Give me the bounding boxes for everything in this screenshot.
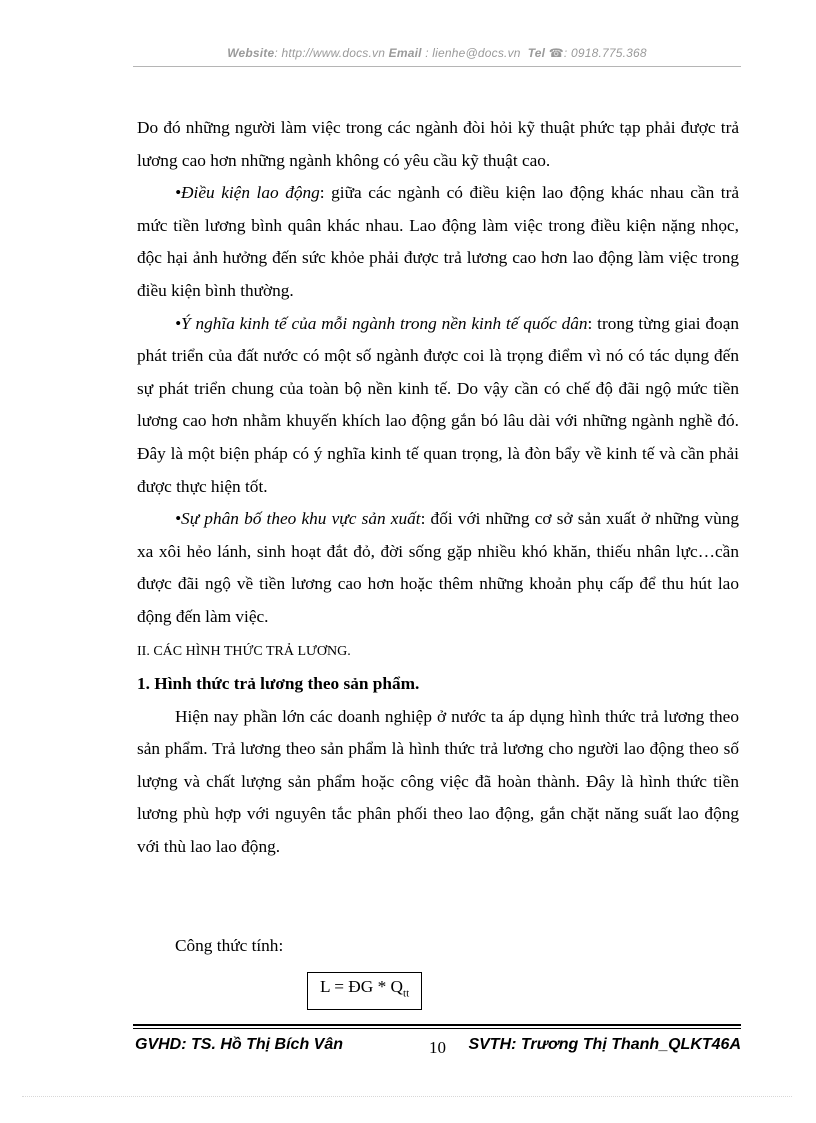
paragraph-4-text: : đối với những cơ sở sản xuất ở những vùng xa xôi hẻo lánh, sinh hoạt đắt đỏ, đời sống gặp nhiều khó khăn, thiếu nhân lực…cần được đãi ngộ về tiền lương cao hơn hoặc thêm những khoản phụ cấp để thu hút lao động đến làm việc. [137,509,739,626]
student-name: SVTH: Trương Thị Thanh_QLKT46A [468,1036,741,1053]
formula-box [307,972,422,1010]
advisor-name: GVHD: TS. Hồ Thị Bích Vân [135,1036,344,1053]
paragraph-2 [137,177,739,307]
tel-label: Tel [527,46,546,60]
formula-main: L = ĐG * Q [320,977,404,996]
footer-divider-thin [133,1028,741,1029]
page-footer [133,1036,741,1060]
paragraph-5: Hiện nay phần lớn các doanh nghiệp ở nước ta áp dụng hình thức trả lương theo sản phẩm. Trả lương theo sản phẩm là hình thức trả lương cho người lao động theo số lượng và chất lượng sản phẩm hoặc công việc đã hoàn thành. Đây là hình thức tiền lương phù hợp với nguyên tắc phân phối theo lao động, gắn chặt năng suất lao động với thù lao lao động. [137,706,739,857]
formula-subscript: tt [403,987,410,1000]
footer-divider-thick [133,1024,741,1026]
page-header [133,46,741,60]
paragraph-3-lead: •Ý nghĩa kinh tế của mỗi ngành trong nền kinh tế quốc dân [175,313,588,333]
website-label: Website [227,46,275,60]
paragraph-3 [137,308,739,504]
paragraph-2-lead: •Điều kiện lao động [175,183,320,203]
tel-value: ☎: 0918.775.368 [548,46,647,60]
page-number: 10 [429,1038,446,1057]
subsection-heading: 1. Hình thức trả lương theo sản phẩm. [137,674,420,694]
email-value: : lienhe@docs.vn [421,46,521,60]
spacer [137,864,739,930]
formula-label: Công thức tính: [175,935,284,955]
section-heading: II. CÁC HÌNH THỨC TRẢ LƯƠNG. [137,643,351,659]
bottom-dotted-line [22,1096,792,1097]
header-divider [133,66,741,67]
email-label: Email [388,46,422,60]
paragraph-1: Do đó những người làm việc trong các ngành đòi hỏi kỹ thuật phức tạp phải được trả lương cao hơn những ngành không có yêu cầu kỹ thuật cao. [137,118,739,170]
paragraph-4 [137,503,739,633]
paragraph-2-text: : giữa các ngành có điều kiện lao động khác nhau cần trả mức tiền lương bình quân khác nhau. Lao động làm việc trong điều kiện nặng nhọc, độc hại ảnh hưởng đến sức khỏe phải được trả lương cao hơn lao động làm việc trong điều kiện bình thường. [137,183,740,300]
paragraph-4-lead: •Sự phân bố theo khu vực sản xuất [175,509,421,529]
paragraph-3-text: : trong từng giai đoạn phát triển của đất nước có một số ngành được coi là trọng điểm vì nó có tác dụng đến sự phát triển chung của toàn bộ nền kinh tế. Do vậy cần có chế độ đãi ngộ mức tiền lương cao hơn nhằm khuyến khích lao động gắn bó lâu dài với những ngành nghề đó. Đây là một biện pháp có ý nghĩa kinh tế quan trọng, là đòn bẩy về kinh tế và cần phải được thực hiện tốt. [137,313,739,496]
document-body [137,112,739,962]
website-value: : http://www.docs.vn [274,46,386,60]
